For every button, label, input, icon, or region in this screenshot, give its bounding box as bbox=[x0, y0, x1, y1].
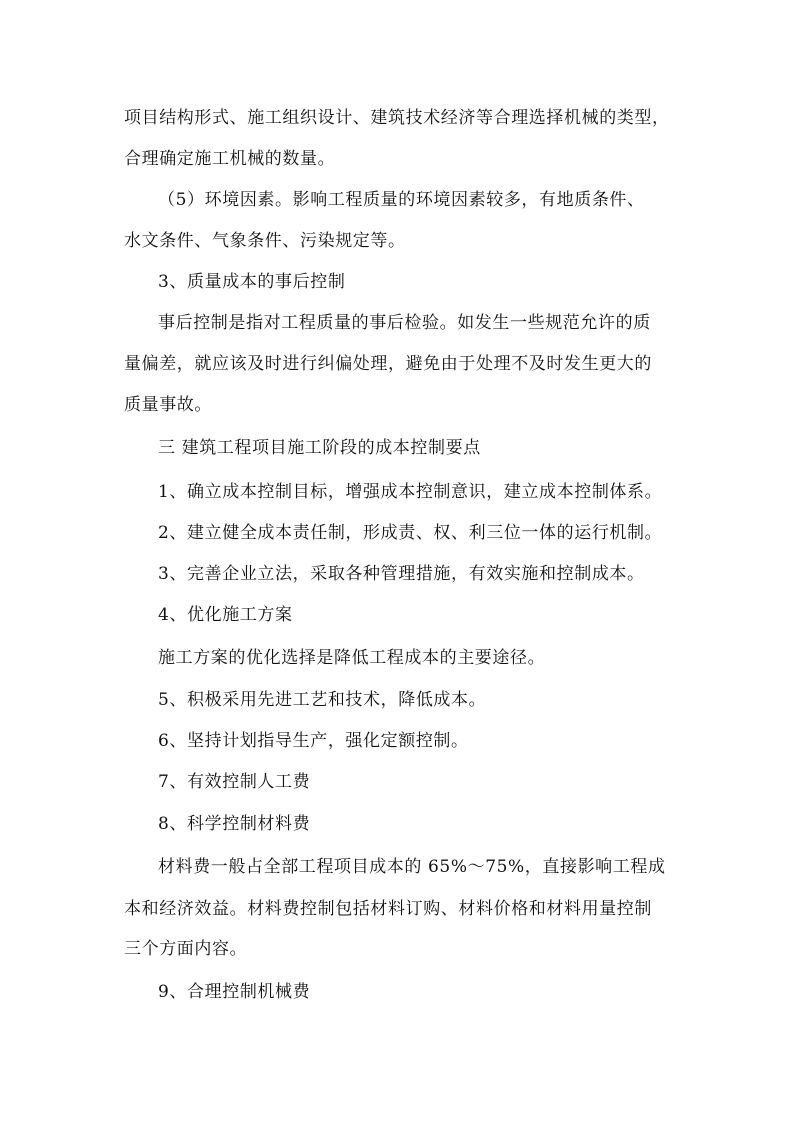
text-line: 项目结构形式、施工组织设计、建筑技术经济等合理选择机械的类型， bbox=[124, 108, 670, 128]
list-item: 4、优化施工方案 bbox=[158, 605, 293, 625]
text-line: 三个方面内容。 bbox=[124, 939, 248, 959]
list-item: 1、确立成本控制目标，增强成本控制意识，建立成本控制体系。 bbox=[158, 482, 663, 502]
list-item: 8、科学控制材料费 bbox=[158, 814, 311, 834]
text-line: 量偏差，就应该及时进行纠偏处理，避免由于处理不及时发生更大的 bbox=[124, 354, 652, 374]
text-line: 材料费一般占全部工程项目成本的 65%～75%，直接影响工程成 bbox=[158, 857, 666, 877]
list-item: 6、坚持计划指导生产，强化定额控制。 bbox=[158, 731, 469, 751]
list-item: 9、合理控制机械费 bbox=[158, 982, 311, 1002]
text-line: 质量事故。 bbox=[124, 395, 212, 415]
list-item: 7、有效控制人工费 bbox=[158, 772, 311, 792]
text-line: 合理确定施工机械的数量。 bbox=[124, 149, 336, 169]
chapter-heading: 三 建筑工程项目施工阶段的成本控制要点 bbox=[158, 438, 481, 458]
text-line: 水文条件、气象条件、污染规定等。 bbox=[124, 231, 406, 251]
text-line: 施工方案的优化选择是降低工程成本的主要途径。 bbox=[158, 648, 546, 668]
list-item: 2、建立健全成本责任制，形成责、权、利三位一体的运行机制。 bbox=[158, 523, 663, 543]
list-item: 5、积极采用先进工艺和技术，降低成本。 bbox=[158, 690, 487, 710]
text-line: 事后控制是指对工程质量的事后检验。如发生一些规范允许的质 bbox=[158, 313, 651, 333]
list-item: 3、完善企业立法，采取各种管理措施，有效实施和控制成本。 bbox=[158, 564, 645, 584]
section-heading: 3、质量成本的事后控制 bbox=[158, 272, 346, 292]
text-line: 本和经济效益。材料费控制包括材料订购、材料价格和材料用量控制 bbox=[124, 899, 652, 919]
text-line: （5）环境因素。影响工程质量的环境因素较多，有地质条件、 bbox=[158, 190, 645, 210]
